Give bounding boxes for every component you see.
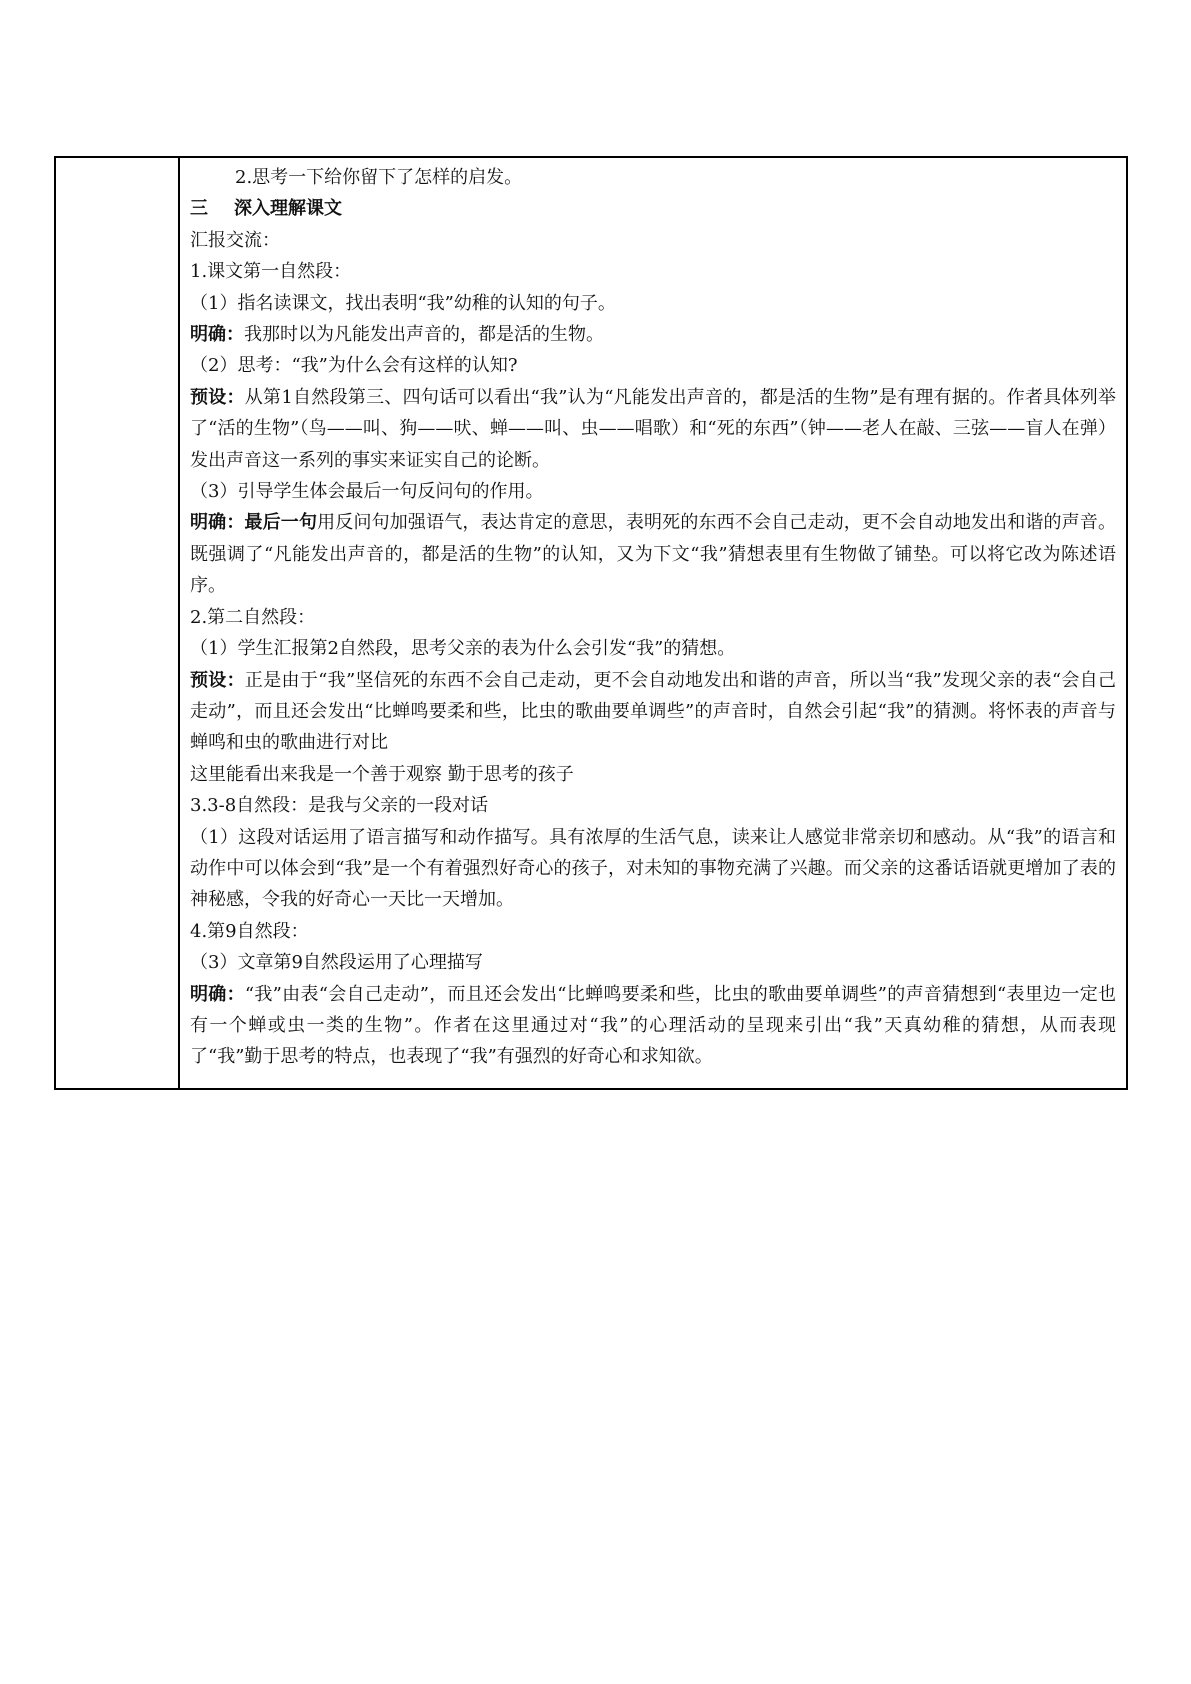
labeled-text: 正是由于“我”坚信死的东西不会自己走动，更不会自动地发出和谐的声音，所以当“我”发现父亲的表“会自己走动”，而且还会发出“比蝉鸣要柔和些，比虫的歌曲要单调些”的声音时，自然会引起“我”的猜测。将怀表的声音与蝉鸣和虫的歌曲进行对比 (190, 669, 1116, 754)
text-line: 1.课文第一自然段： (190, 261, 352, 283)
text-line: 2.思考一下给你留下了怎样的启发。 (235, 167, 523, 188)
labeled-paragraph (190, 382, 1116, 476)
label-mingque: 明确： (190, 512, 245, 534)
text-line: 这里能看出来我是一个善于观察 勤于思考的孩子 (190, 763, 574, 785)
table-content-column (180, 158, 1126, 1088)
table-left-column (56, 158, 180, 1088)
section-number: 三 (190, 198, 208, 220)
label-mingque: 明确： (190, 983, 245, 1005)
label-yushe: 预设： (190, 386, 245, 408)
text-line: （2）思考：“我”为什么会有这样的认知? (190, 355, 518, 377)
labeled-text: 我那时以为凡能发出声音的，都是活的生物。 (244, 324, 604, 346)
section-title: 深入理解课文 (234, 198, 342, 220)
text-line: （1）指名读课文，找出表明“我”幼稚的认知的句子。 (190, 292, 616, 314)
text-line: 3.3-8自然段：是我与父亲的一段对话 (190, 795, 489, 817)
labeled-paragraph (190, 979, 1116, 1073)
text-line: 2.第二自然段： (190, 606, 316, 628)
labeled-text: 从第1自然段第三、四句话可以看出“我”认为“凡能发出声音的，都是活的生物”是有理有据的。作者具体列举了“活的生物”（鸟——叫、狗——吠、蝉——叫、虫——唱歌）和“死的东西”（钟——老人在敲、三弦——盲人在弹）发出声音这一系列的事实来证实自己的论断。 (190, 386, 1116, 471)
labeled-paragraph (190, 665, 1116, 759)
lesson-table (54, 156, 1128, 1090)
text-line: （1）学生汇报第2自然段，思考父亲的表为什么会引发“我”的猜想。 (190, 638, 736, 660)
text-line: （3）引导学生体会最后一句反问句的作用。 (190, 481, 544, 503)
text-line: （3）文章第9自然段运用了心理描写 (190, 952, 483, 974)
labeled-line (190, 319, 1116, 350)
labeled-text: “我”由表“会自己走动”，而且还会发出“比蝉鸣要柔和些，比虫的歌曲要单调些”的声音猜想到“表里边一定也有一个蝉或虫一类的生物”。作者在这里通过对“我”的心理活动的呈现来引出“我”天真幼稚的猜想，从而表现了“我”勤于思考的特点，也表现了“我”有强烈的好奇心和求知欲。 (190, 983, 1116, 1068)
text-line: 汇报交流： (190, 229, 280, 251)
labeled-paragraph (190, 507, 1116, 601)
text-line: 4.第9自然段： (190, 920, 309, 942)
text-paragraph: （1）这段对话运用了语言描写和动作描写。具有浓厚的生活气息，读来让人感觉非常亲切和感动。从“我”的语言和动作中可以体会到“我”是一个有着强烈好奇心的孩子，对未知的事物充满了兴趣。而父亲的这番话语就更增加了表的神秘感，令我的好奇心一天比一天增加。 (190, 826, 1116, 911)
label-last-sentence: 最后一句 (244, 512, 318, 534)
label-mingque: 明确： (190, 324, 244, 346)
labeled-text: 用反问句加强语气，表达肯定的意思，表明死的东西不会自己走动，更不会自动地发出和谐的声音。既强调了“凡能发出声音的，都是活的生物”的认知，又为下文“我”猜想表里有生物做了铺垫。可以将它改为陈述语序。 (190, 512, 1117, 597)
label-yushe: 预设： (190, 669, 245, 691)
section-heading (190, 193, 1116, 224)
